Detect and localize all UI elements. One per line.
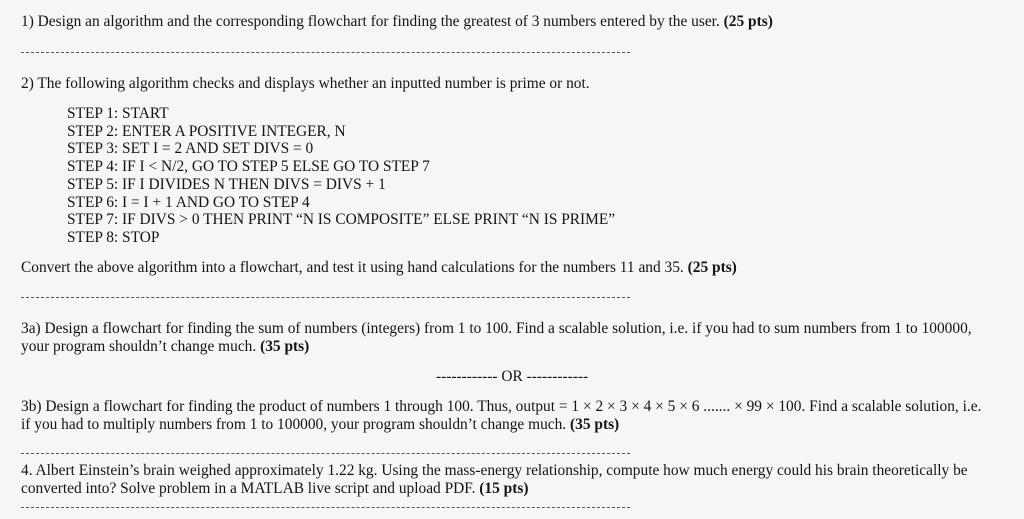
question-3b xyxy=(21,398,981,434)
question-3a-line-2 xyxy=(21,338,972,356)
question-4 xyxy=(21,462,968,498)
question-4-line-1: 4. Albert Einstein’s brain weighed approximately 1.22 kg. Using the mass-energy relationship, compute how much energy could his brain theoretically be xyxy=(21,462,968,479)
question-3b-points: (35 pts) xyxy=(570,416,620,433)
algorithm-step-5: STEP 5: IF I DIVIDES N THEN DIVS = DIVS + 1 xyxy=(67,175,386,193)
question-3b-line-1: 3b) Design a flowchart for finding the product of numbers 1 through 100. Thus, output = 1 × 2 × 3 × 4 × 5 × 6 ....... × 99 × 100. Find a scalable solution, i.e. xyxy=(21,398,982,415)
algorithm-step-4: STEP 4: IF I < N/2, GO TO STEP 5 ELSE GO TO STEP 7 xyxy=(67,158,430,176)
question-2-convert xyxy=(21,259,737,277)
or-separator: ------------ OR ------------ xyxy=(436,368,589,385)
question-2-intro: 2) The following algorithm checks and displays whether an inputted number is prime or not. xyxy=(21,75,590,92)
question-4-line-2 xyxy=(21,480,968,498)
algorithm-steps xyxy=(67,105,615,247)
question-3a-line-1: 3a) Design a flowchart for finding the sum of numbers (integers) from 1 to 100. Find a scalable solution, i.e. if you had to sum numbers from 1 to 100000, xyxy=(21,320,972,337)
divider-4 xyxy=(21,507,630,508)
algorithm-step-7: STEP 7: IF DIVS > 0 THEN PRINT “N IS COMPOSITE” ELSE PRINT “N IS PRIME” xyxy=(67,211,616,229)
question-3b-line-2-text: if you had to multiply numbers from 1 to 100000, your program shouldn’t change much. xyxy=(21,416,567,433)
question-3a xyxy=(21,320,972,356)
question-1-text: 1) Design an algorithm and the corresponding flowchart for finding the greatest of 3 numbers entered by the user. xyxy=(21,13,720,30)
algorithm-step-6: STEP 6: I = I + 1 AND GO TO STEP 4 xyxy=(67,193,310,211)
question-4-line-2-text: converted into? Solve problem in a MATLAB live script and upload PDF. xyxy=(21,480,476,497)
question-3a-line-2-text: your program shouldn’t change much. xyxy=(21,338,257,355)
question-3b-line-2 xyxy=(21,416,981,434)
question-2-points: (25 pts) xyxy=(687,259,737,276)
divider-1 xyxy=(21,52,630,53)
question-4-points: (15 pts) xyxy=(479,480,529,497)
question-3a-points: (35 pts) xyxy=(260,338,310,355)
question-1 xyxy=(21,13,773,31)
algorithm-step-2: STEP 2: ENTER A POSITIVE INTEGER, N xyxy=(67,122,346,140)
question-1-points: (25 pts) xyxy=(723,13,773,30)
question-2-convert-text: Convert the above algorithm into a flowchart, and test it using hand calculations for the numbers 11 and 35. xyxy=(21,259,684,276)
algorithm-step-1: STEP 1: START xyxy=(67,105,169,122)
algorithm-step-3: STEP 3: SET I = 2 AND SET DIVS = 0 xyxy=(67,140,314,158)
algorithm-step-8: STEP 8: STOP xyxy=(67,228,160,246)
divider-3 xyxy=(21,453,630,454)
divider-2 xyxy=(21,297,630,298)
